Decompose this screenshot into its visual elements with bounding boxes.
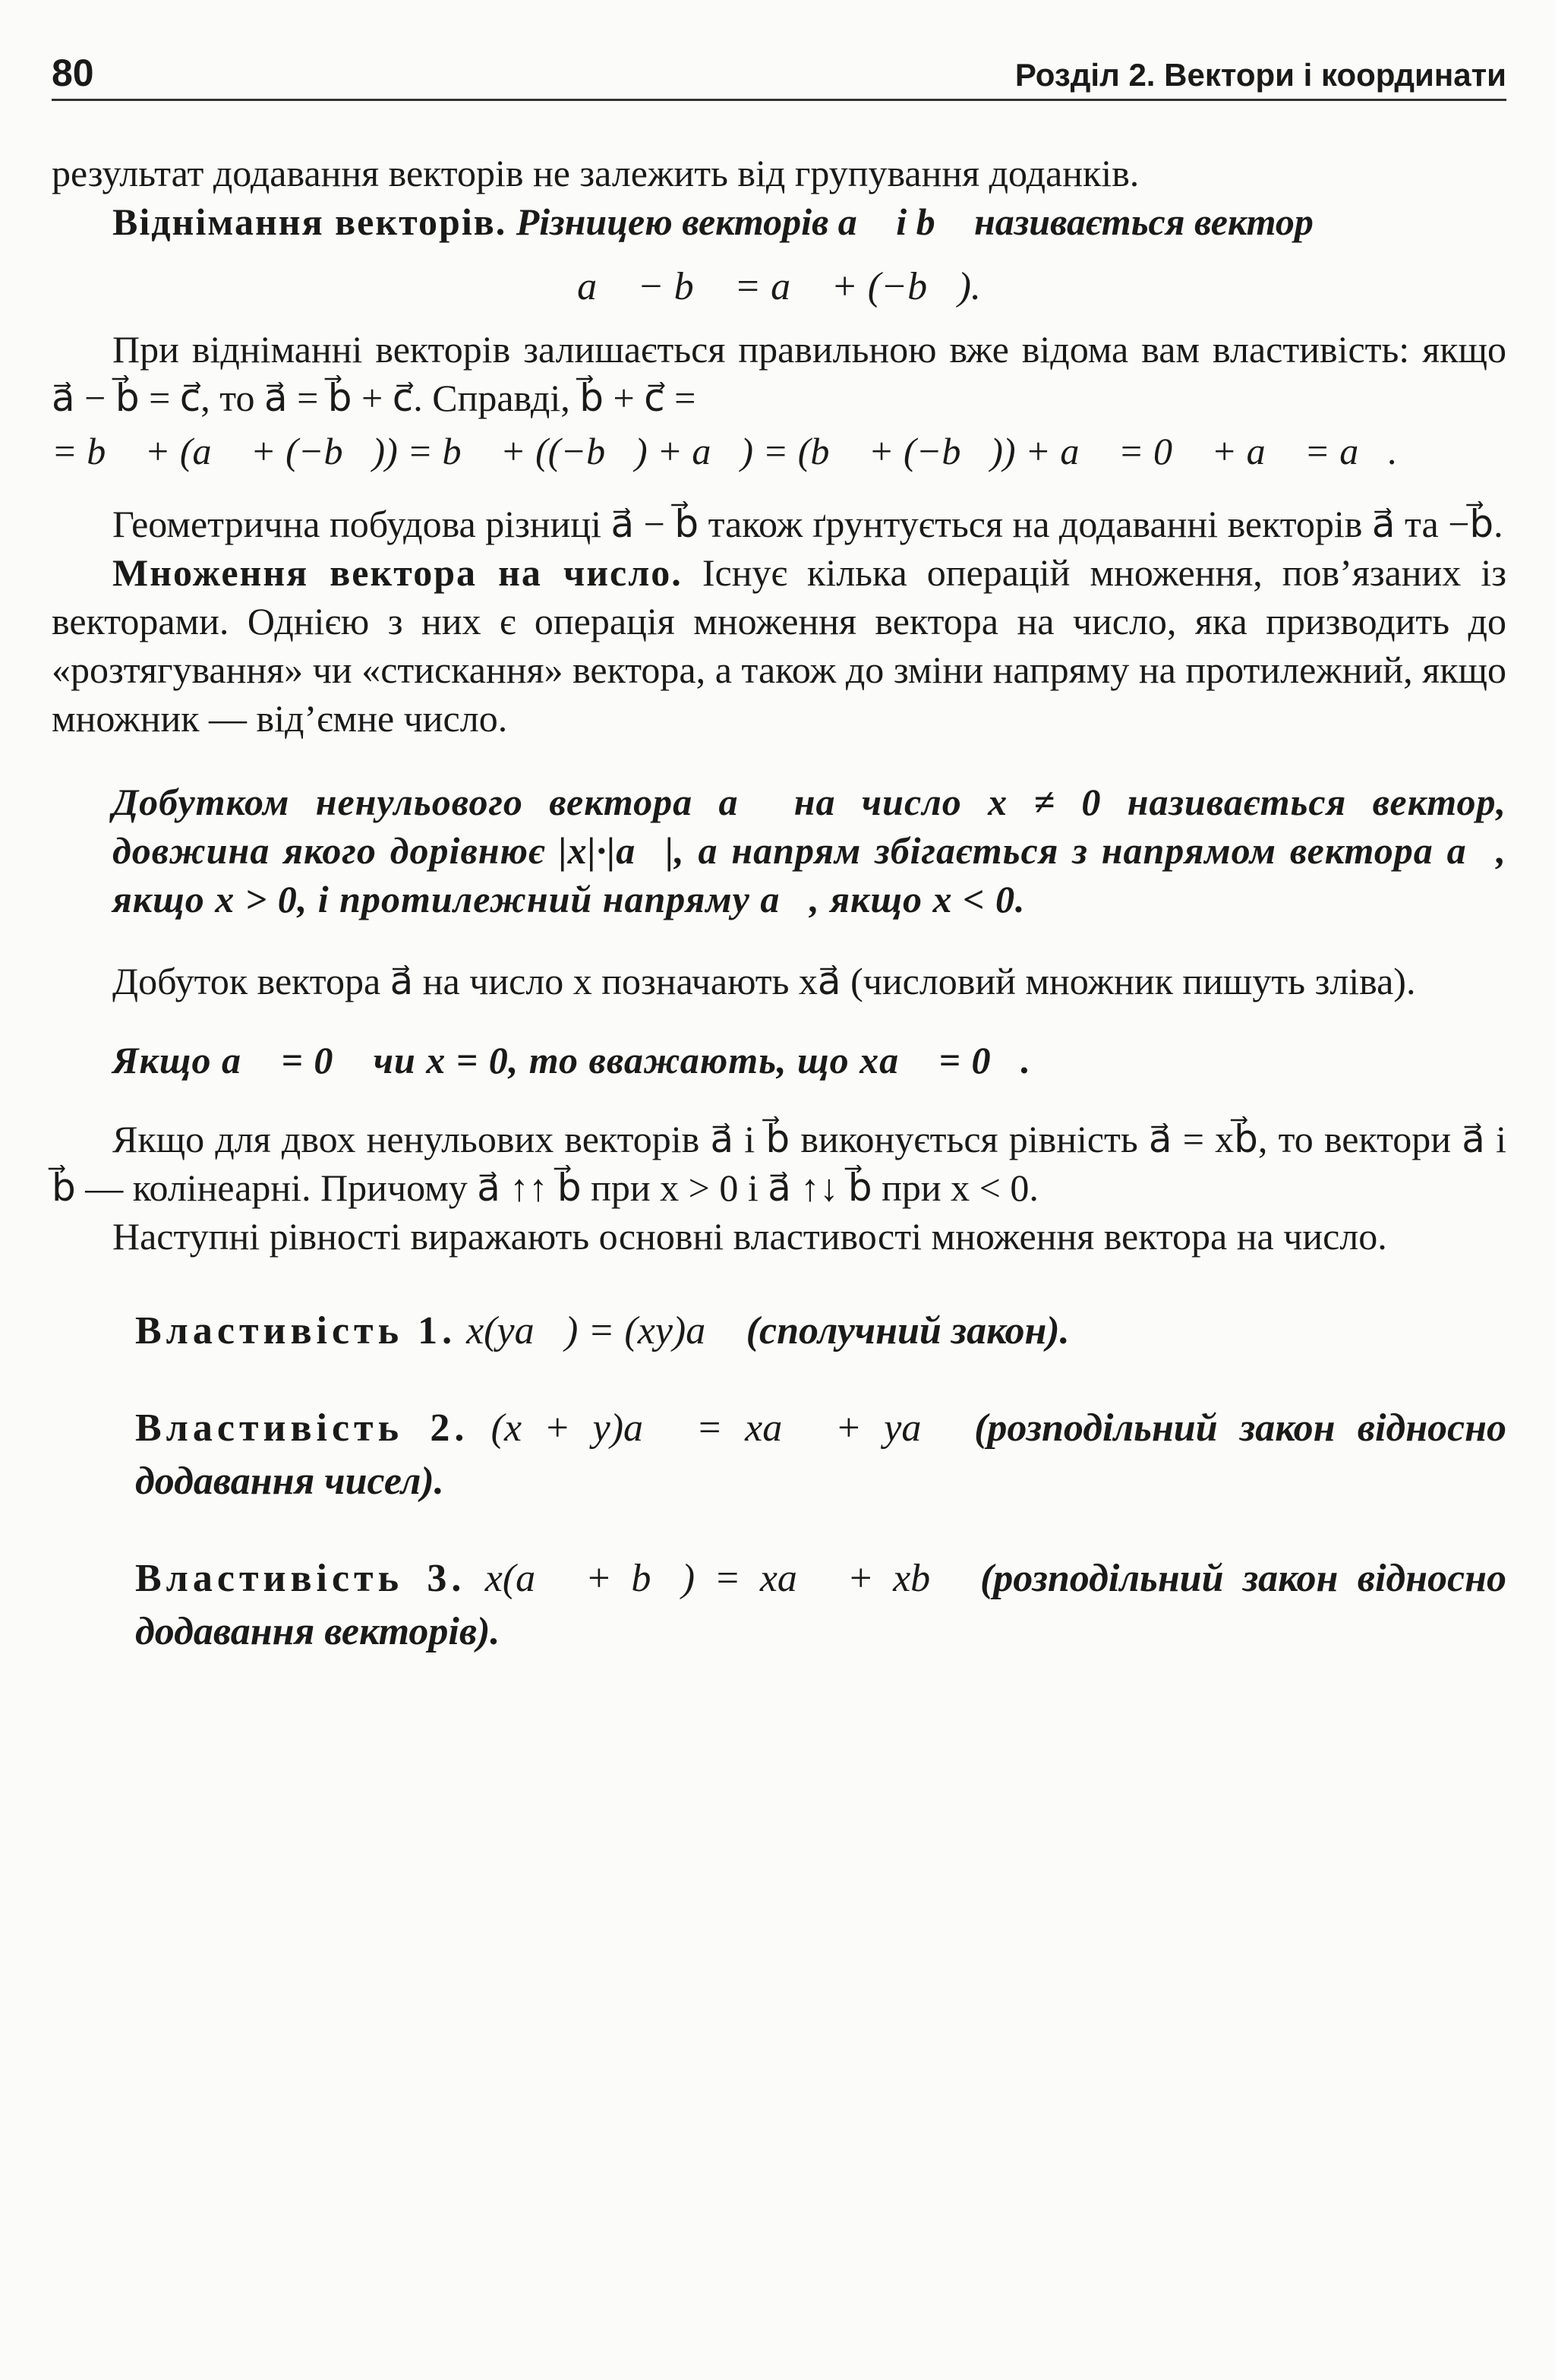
page-header bbox=[52, 50, 1506, 101]
property-1-label: Властивість 1. bbox=[135, 1309, 457, 1353]
subtraction-heading: Віднімання векторів. bbox=[112, 200, 507, 243]
property-3-note: (розподільний закон відносно додавання векторів). bbox=[135, 1557, 1507, 1653]
paragraph-product-notation: Добуток вектора a⃗ на число x позначають xa⃗ (числовий множник пишуть зліва). bbox=[112, 960, 1416, 1002]
paragraph-collinearity: Якщо для двох ненульових векторів a⃗ і b⃗ виконується рівність a⃗ = xb⃗, то вектори a⃗ і b⃗ — колінеарні. Причому a⃗ ↑↑ b⃗ при x > 0 і a⃗ ↑↓ b⃗ при x < 0. bbox=[52, 1118, 1506, 1209]
zero-product-rule: Якщо a⃗ = 0⃗ чи x = 0, то вважають, що xa⃗ = 0⃗. bbox=[112, 1039, 1031, 1081]
formula-proof: = b⃗ + (a⃗ + (−b⃗)) = b⃗ + ((−b⃗) + a⃗) = (b⃗ + (−b⃗)) + a⃗ = 0⃗ + a⃗ = a⃗. bbox=[52, 430, 1398, 472]
property-2-label: Властивість 2. bbox=[135, 1406, 469, 1450]
property-1-note: (сполучний закон). bbox=[746, 1309, 1070, 1353]
property-2-formula: (x + y)a⃗ = xa⃗ + ya⃗ bbox=[490, 1406, 952, 1450]
subtraction-definition bbox=[52, 197, 1506, 246]
page-number: 80 bbox=[52, 52, 94, 94]
property-2-note: (розподільний закон відносно додавання чисел). bbox=[135, 1406, 1507, 1503]
property-1 bbox=[135, 1305, 1506, 1358]
paragraph-subtraction-property: При відніманні векторів залишається правильною вже відома вам властивість: якщо a⃗ − b⃗ = c⃗, то a⃗ = b⃗ + c⃗. Справді, b⃗ + c⃗ = bbox=[52, 328, 1506, 419]
section-title: Розділ 2. Вектори і координати bbox=[1014, 57, 1506, 93]
multiplication-heading: Множення вектора на число. bbox=[112, 551, 683, 594]
page-content bbox=[52, 149, 1506, 1659]
paragraph-grouping: результат додавання векторів не залежить від групування доданків. bbox=[52, 152, 1140, 194]
property-1-formula: x(ya⃗) = (xy)a⃗ bbox=[466, 1309, 736, 1353]
multiplication-intro-text: Існує кілька операцій множення, пов’язаних із векторами. Однією з них є операція множення вектора на число, яка призводить до «розтягування» чи «стискання» вектора, а також до зміни напряму на протилежний, якщо множник — від’ємне число. bbox=[52, 551, 1507, 740]
property-2 bbox=[135, 1402, 1506, 1508]
property-3-formula: x(a⃗ + b⃗) = xa⃗ + xb⃗ bbox=[484, 1557, 961, 1600]
multiplication-intro bbox=[52, 548, 1506, 743]
paragraph-properties-intro: Наступні рівності виражають основні властивості множення вектора на число. bbox=[112, 1215, 1387, 1258]
book-page bbox=[52, 50, 1506, 2359]
property-3 bbox=[135, 1552, 1506, 1659]
product-definition: Добутком ненульового вектора a⃗ на число x ≠ 0 називається вектор, довжина якого дорівнює |x|·|a⃗|, а напрям збігається з напрямом вектора a⃗, якщо x > 0, і протилежний напряму a⃗, якщо x < 0. bbox=[112, 781, 1506, 920]
subtraction-definition-text: Різницею векторів a⃗ і b⃗ називається вектор bbox=[516, 200, 1314, 243]
paragraph-geometric-construction: Геометрична побудова різниці a⃗ − b⃗ також ґрунтується на додаванні векторів a⃗ та −b⃗. bbox=[112, 503, 1503, 545]
formula-difference: a⃗ − b⃗ = a⃗ + (−b⃗). bbox=[577, 265, 981, 308]
property-3-label: Властивість 3. bbox=[135, 1557, 466, 1600]
